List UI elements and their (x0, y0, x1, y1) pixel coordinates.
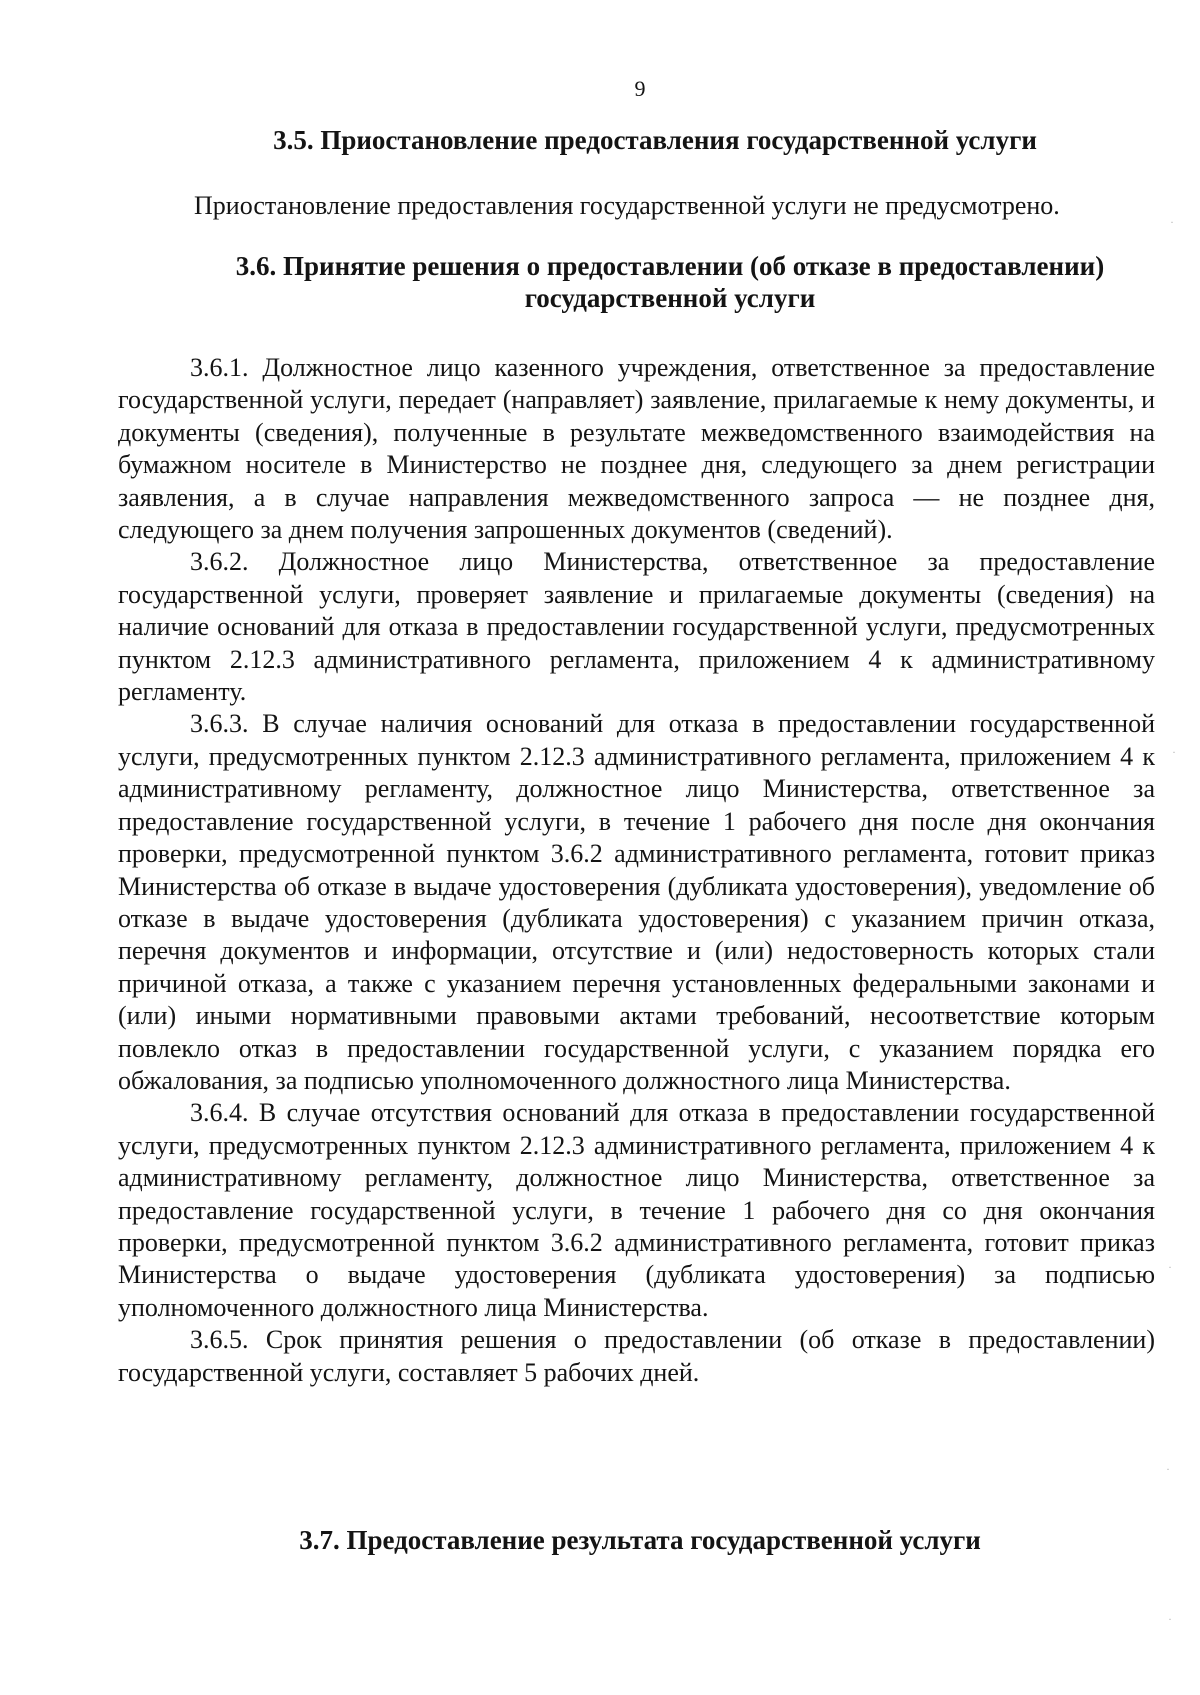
paragraph-3-6-3: 3.6.3. В случае наличия оснований для отказа в предоставлении государственной услуги, предусмотренных пунктом 2.12.3 административного регламента, приложением 4 к административному регламенту, должностное лицо Министерства, ответственное за предоставление государственной услуги, в течение 1 рабочего дня после дня окончания проверки, предусмотренной пунктом 3.6.2 административного регламента, готовит приказ Министерства об отказе в выдаче удостоверения (дубликата удостоверения), уведомление об отказе в выдаче удостоверения (дубликата удостоверения) с указанием причин отказа, перечня документов и информации, отсутствие и (или) недостоверность которых стали причиной отказа, а также с указанием перечня установленных федеральными законами и (или) иными нормативными правовыми актами требований, несоответствие которым повлекло отказ в предоставлении государственной услуги, с указанием порядка его обжалования, за подписью уполномоченного должностного лица Министерства. (118, 709, 1155, 1095)
section-3-5-heading: 3.5. Приостановление предоставления государственной услуги (273, 125, 1037, 155)
scan-speck: · (1166, 1462, 1170, 1476)
section-3-7-heading: 3.7. Предоставление результата государственной услуги (299, 1525, 981, 1555)
section-3-6-heading-line2: государственной услуги (524, 283, 816, 313)
section-3-6-heading (190, 250, 1150, 314)
section-3-5-text: Приостановление предоставления государственной услуги не предусмотрено. (194, 191, 1060, 220)
scan-speck: · (1172, 745, 1176, 759)
section-3-6-body (118, 352, 1155, 1389)
scan-speck: · (1170, 215, 1174, 229)
scan-speck: · (1168, 1612, 1172, 1626)
paragraph-3-6-2: 3.6.2. Должностное лицо Министерства, ответственное за предоставление государственной услуги, проверяет заявление и прилагаемые документы (сведения) на наличие оснований для отказа в предоставлении государственной услуги, предусмотренных пунктом 2.12.3 административного регламента, приложением 4 к административному регламенту. (118, 547, 1155, 707)
paragraph-3-6-5: 3.6.5. Срок принятия решения о предоставлении (об отказе в предоставлении) государственной услуги, составляет 5 рабочих дней. (118, 1325, 1155, 1387)
page-number: 9 (634, 76, 646, 101)
scan-speck: · (1168, 1260, 1172, 1274)
paragraph-3-6-4: 3.6.4. В случае отсутствия оснований для отказа в предоставлении государственной услуги, предусмотренных пунктом 2.12.3 административного регламента, приложением 4 к административному регламенту, должностное лицо Министерства, ответственное за предоставление государственной услуги, в течение 1 рабочего дня со дня окончания проверки, предусмотренной пунктом 3.6.2 административного регламента, готовит приказ Министерства о выдаче удостоверения (дубликата удостоверения) за подписью уполномоченного должностного лица Министерства. (118, 1098, 1155, 1322)
section-3-6-heading-line1: 3.6. Принятие решения о предоставлении (об отказе в предоставлении) (235, 251, 1105, 281)
paragraph-3-6-1: 3.6.1. Должностное лицо казенного учреждения, ответственное за предоставление государственной услуги, передает (направляет) заявление, прилагаемые к нему документы, и документы (сведения), полученные в результате межведомственного взаимодействия на бумажном носителе в Министерство не позднее дня, следующего за днем регистрации заявления, а в случае направления межведомственного запроса — не позднее дня, следующего за днем получения запрошенных документов (сведений). (118, 353, 1155, 545)
